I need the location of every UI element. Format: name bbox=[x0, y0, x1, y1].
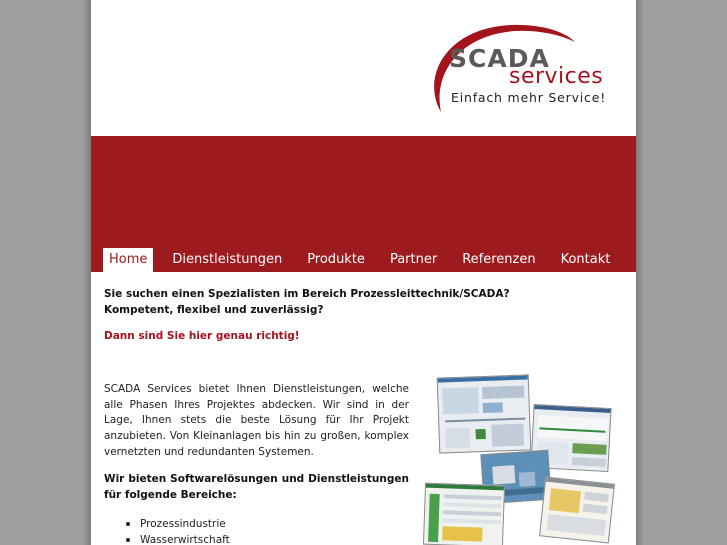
bullet-icon bbox=[126, 538, 130, 542]
nav-item-referenzen[interactable]: Referenzen bbox=[462, 252, 536, 267]
areas-list bbox=[126, 516, 409, 545]
text-column bbox=[104, 382, 409, 545]
page-container bbox=[91, 0, 636, 545]
areas-heading: Wir bieten Softwarelösungen und Dienstleistungen für folgende Bereiche: bbox=[104, 472, 409, 501]
nav-item-kontakt[interactable]: Kontakt bbox=[560, 252, 611, 267]
page-shadow-right bbox=[636, 0, 644, 545]
list-item-label: Prozessindustrie bbox=[140, 517, 226, 530]
nav-item-home[interactable]: Home bbox=[103, 248, 153, 272]
intro-paragraph: SCADA Services bietet Ihnen Dienstleistungen, welche alle Phasen Ihres Projektes abdecken. Wir sind in der Lage, Ihnen stets die beste Lösung für Ihr Projekt anzubieten. Von Kleinanlagen bis hin zu großen, komplex vernetzten und redundanten Systemen. bbox=[104, 383, 409, 458]
list-item-label: Wasserwirtschaft bbox=[140, 533, 230, 545]
header bbox=[91, 0, 636, 136]
main-navigation bbox=[103, 248, 629, 272]
lead-question-2: Kompetent, flexibel und zuverlässig? bbox=[104, 304, 324, 316]
nav-item-produkte[interactable]: Produkte bbox=[307, 252, 365, 267]
nav-item-dienstleistungen[interactable]: Dienstleistungen bbox=[172, 252, 283, 267]
screenshot-table bbox=[423, 483, 505, 545]
list-item bbox=[126, 516, 409, 532]
logo-tagline: Einfach mehr Service! bbox=[451, 90, 607, 105]
main-content bbox=[104, 286, 624, 545]
screenshot-dialog bbox=[539, 477, 615, 544]
logo-word-scada: SCADA bbox=[449, 44, 550, 73]
screenshot-scada-overview bbox=[437, 374, 532, 453]
page-shadow-left bbox=[83, 0, 91, 545]
highlight-text: Dann sind Sie hier genau richtig! bbox=[104, 330, 300, 342]
logo[interactable] bbox=[425, 22, 615, 116]
lead-question: Sie suchen einen Spezialisten im Bereich Prozessleittechnik/SCADA? bbox=[104, 288, 510, 300]
logo-word-services: services bbox=[509, 64, 604, 89]
screenshots-collage bbox=[424, 372, 616, 545]
nav-item-partner[interactable]: Partner bbox=[389, 252, 438, 267]
list-item bbox=[126, 532, 409, 545]
bullet-icon bbox=[126, 522, 130, 526]
